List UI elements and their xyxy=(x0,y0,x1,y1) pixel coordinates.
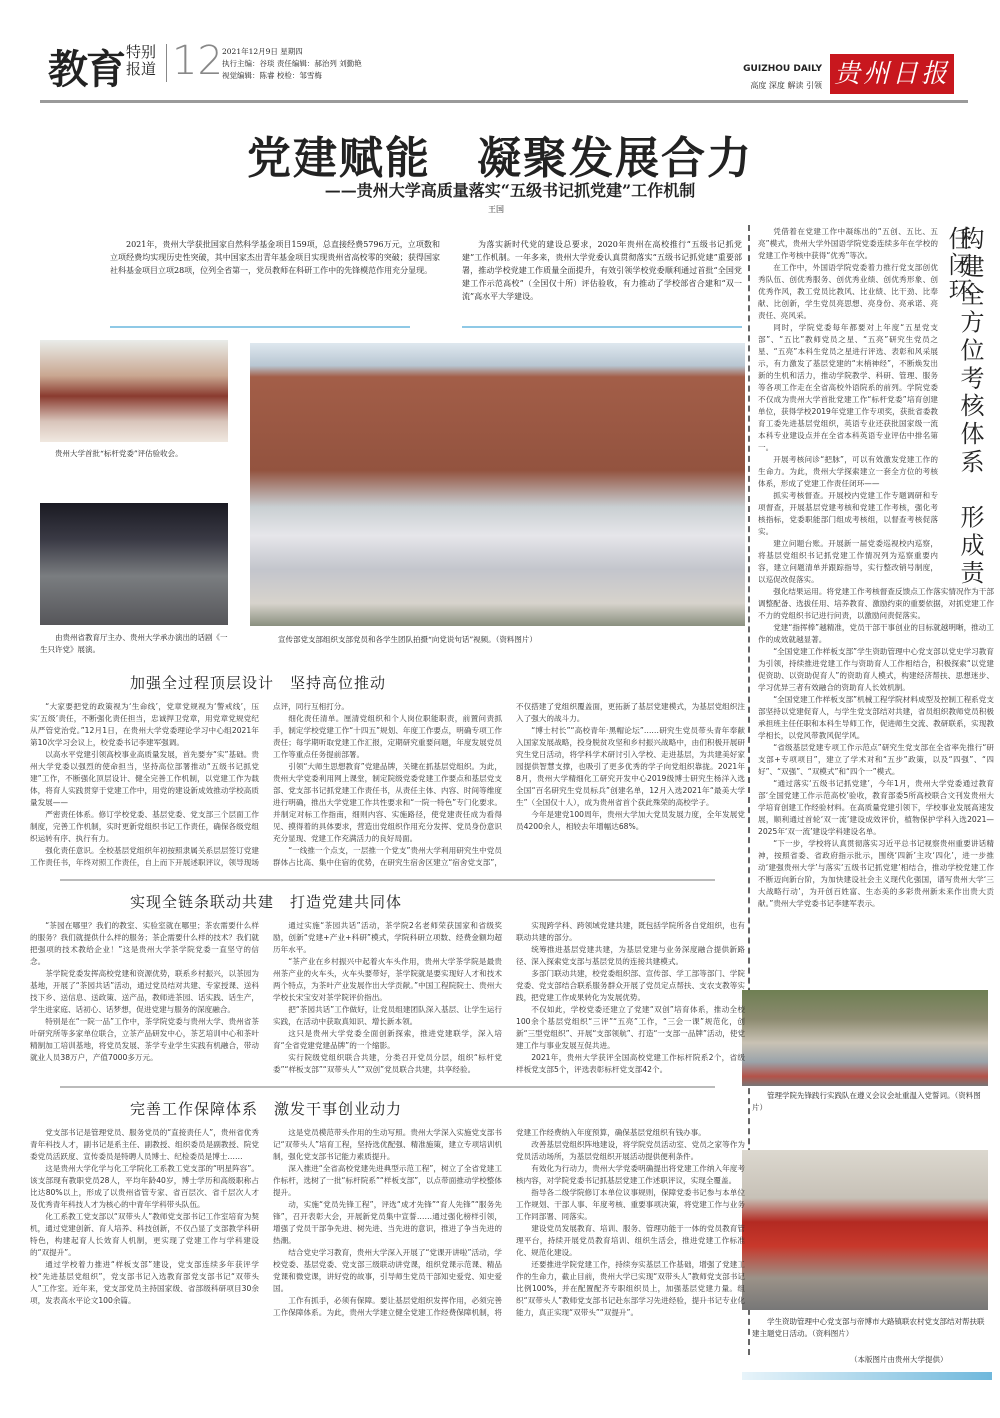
paragraph: “全国党建工作样板支部”机械工程学院材料成型及控制工程系党支部坚持以党建促育人，与学生党支部结对共建，省员组织教师党员积极承担班主任任职和本科生导师工作，促进师生交流、教研联系，实现教学相长，以党风带教风促学风。 xyxy=(758,695,994,740)
special-report-label: 特别报道 xyxy=(126,43,157,78)
paragraph: 引领“大师生思想教育”党建品牌，关键在抓基层党组织。为此，贵州大学党委利用网上课堂，制定院级党委党建工作要点和基层党支部、党支部书记抓党建工作责任书，从责任主体、内容、时间等维度进行明确，推出大学党建工作共性要求和“一院一特色”专门化要求。并制定对标工作指南，细则内容、实施路径，使党建责任成为看得见、摸得着的具体要求，营造出党组织作用充分发挥、党员身份意识充分显现、党建工作充满活力的良好局面。 xyxy=(273,762,502,843)
page-number: 12 xyxy=(172,38,223,84)
paragraph: “一线推一个点支，一层推一个党支”贵州大学利用研究生中党员群体占比高、集中住宿的优势，在研究生宿舍区建立“宿舍党支部”，不仅搭建了党组织覆盖面，更拓新了基层党建模式，为基层党组织注入了强大的战斗力。 xyxy=(273,702,745,867)
section-1-rule xyxy=(60,879,715,881)
photo-credit: （本版图片由贵州大学提供） xyxy=(850,1355,948,1364)
paragraph: 建立问题台账。开展新一届党委巡视校内巡察，将基层党组织书记抓党建工作情况列为巡察重要内容，建立问题清单并跟踪指导，实行整改销号制度，以巡促改促落实。 xyxy=(758,539,938,584)
paragraph: 多部门联动共建，校党委组织部、宣传部、学工部等部门、学院党委、党支部结合联系服务群众开展了党员定点帮扶、支农支教等实践，把党建工作成果转化为发展优势。 xyxy=(516,969,745,1002)
paragraph: “通过落实‘五级书记抓党建’，今年1月，贵州大学党委通过教育部‘全国党建工作示范高校’验收，教育部委5所高校联合文刊发贵州大学培育创建工作经验材料。在高质量党建引领下，学校事业发展高速发展，顺利通过首轮‘双一流’建设成效评价，植物保护学科入选2021—2025年‘双一流’建设学科建设名单。 xyxy=(758,779,994,836)
section-1-text xyxy=(30,701,745,869)
paragraph: 指导各二级学院修订本单位议事规则，保障党委书记参与本单位工作规划、干部人事、年度考核、重要事项决策，将党建工作与业务工作同部署、同落实。 xyxy=(516,1188,745,1221)
subheadline: ——贵州大学高质量落实“五级书记抓党建”工作机制 xyxy=(324,181,696,200)
author: 王国 xyxy=(488,205,504,214)
paragraph: 党建“指挥棒”越精准，党员干部干事创业的目标就越明晰，推动工作的成效就越显著。 xyxy=(758,623,994,644)
paragraph: 深入推进“全省高校党建先进典型示范工程”，树立了全省党建工作标杆，选树了一批“标杆院系”“样板支部”，以点带面推动学校整体提升。 xyxy=(273,1164,502,1197)
section-2-text xyxy=(30,920,745,1076)
paragraph: “省级基层党建专项工作示范点”研究生党支部在全省率先推行“研支部+专项项目”，建立了学术对和“五步”政策，以及“四强”、“四好”、“双强”、“双模式”和“四个一”模式。 xyxy=(758,743,994,776)
paragraph: 这只是贵州大学党委全面创新探索，推进党建联学，深入培育“全省党建党建品牌”的一个缩影。 xyxy=(273,1029,502,1050)
paragraph: 这是贵州大学化学与化工学院化工系教工党支部的“明星阵容”。该支部现有教职党员28人，平均年龄40岁，博士学历和高级职称占比达80%以上，形成了以贵州省管专家、省百层次、省千层次人才及优秀青年科技人才为核心的中青年学科带头队伍。 xyxy=(30,1164,259,1209)
paragraph: 抓实考核督查。开展校内党建工作专题调研和专项督查，开展基层党建考核和党建工作考核，强化考核指标，党委职能部门组成考核组，以督查考核促落实。 xyxy=(758,491,938,536)
section-heading-1: 加强全过程顶层设计 坚持高位推动 xyxy=(130,674,387,692)
paragraph: 实行院级党组织联合共建，分类召开党员分层，组织“标杆党委”“样板支部”“双带头人”“双创”党员联合共建，共享经验。 xyxy=(273,1053,502,1074)
section-heading-2: 实现全链条联动共建 打造党建共同体 xyxy=(130,893,403,911)
paragraph: 今年是建党100周年，贵州大学加大党员发展力度，全年发展党员4200余人，相较去年增幅达68%。 xyxy=(516,810,745,831)
vertical-subheading-box xyxy=(938,226,994,586)
paragraph: 党支部书记是管理党员、服务党员的“直接责任人”，贵州省优秀青年科技人才，副书记是系主任、副教授、组织委员是副教授、院党委党员活跃度、宣传委员是特聘人员博士、纪检委员是博士…… xyxy=(30,1128,259,1161)
paper-name-en: GUIZHOU DAILY xyxy=(743,64,822,74)
paragraph: 细化责任清单。厘清党组织和个人岗位职能职责，前置问责抓手，制定学校党建工作“十四五”规划、年度工作要点，明确专项工作责任；每学期听取党建工作汇报，定期研究重要问题，年度发展党员工作等重点任务提前部署。 xyxy=(273,714,502,759)
photo-caption-5: 学生资助管理中心党支部与帝博市大路镇联农村党支部结对帮扶联建主题党日活动。（资料图片） xyxy=(752,1317,985,1338)
drama-photo xyxy=(40,503,228,625)
paragraph: 强化责任意识。全校基层党组织年初按照隶属关系层层签订党建工作责任书，年终对照工作责任，自上而下开展述职评议，领导现场点评，同行互相打分。 xyxy=(30,702,349,867)
masthead-divider xyxy=(166,44,167,82)
paragraph: 通过学校着力推进“样板支部”建设，党支部连续多年获评学校“先进基层党组织”，党支部书记入选教育部党支部书记“双带头人”工作室。近年来，党支部党员主持国家级、省部级科研项目30余项，发表高水平论文100余篇。 xyxy=(30,1260,259,1305)
paragraph: 工作有抓手，必须有保障。要让基层党组织发挥作用，必须完善工作保障体系。为此，贵州大学建立健全党建工作经费保障机制，将党建工作经费纳入年度预算，确保基层党组织有钱办事。 xyxy=(273,1128,706,1317)
photo-caption-3: 宣传部党支部组织支部党员和各学生团队拍摄“向党说句话”视频。（资料图片） xyxy=(278,635,537,644)
photo-caption-2: 由贵州省教育厅主办、贵州大学承办演出的话剧《一生只许党》展演。 xyxy=(40,633,228,654)
paragraph: 有效化为行动力，贵州大学党委明确提出将党建工作纳入年度考核内容，对学院党委书记抓基层党建工作述职评议，实现全覆盖。 xyxy=(516,1164,745,1185)
paragraph: 在工作中，外国语学院党委着力推行党支部创优秀队伍、创优秀服务、创优秀业绩、创优秀形象、创优秀作风，教工党员比教风、比业绩、比干劲、比奉献、比创新，学生党员亮思想、亮身份、亮承诺、亮责任、亮风采。 xyxy=(758,263,938,320)
header-rule xyxy=(40,100,968,103)
photo-caption-1: 贵州大学首批“标杆党委”评估验收会。 xyxy=(55,449,183,458)
headline: 党建赋能 凝聚发展合力 xyxy=(247,133,753,184)
section-heading-3: 完善工作保障体系 激发干事创业动力 xyxy=(130,1100,403,1118)
paper-slogan: 高度 深度 解读 引领 xyxy=(750,81,822,90)
paragraph: 还要推进学院党建工作，持续夯实基层工作基础，增强了党建工作的生命力，截止目前，贵州大学已实现“双带头人”教师党支部书记比例100%，并在配置配齐专职组织员上，加强基层党建力量。组织“双带头人”教师党支部书记赴东部学习先进经验，提升书记专业化能力，真正实现“双带头”“双提升”。 xyxy=(516,1260,745,1317)
visual-editors: 视觉编辑：陈睿 校检：邹雪梅 xyxy=(222,71,322,80)
intro-paragraph-1: 2021年，贵州大学获批国家自然科学基金项目159项，总直接经费5796万元，立项数和立项经费均实现历史性突破，其中国家杰出青年基金项目实现贵州省高校零的突破；获得国家社科基金项目立项28项，位列全省第一，党员教师在科研工作中的先锋模范作用充分显现。 xyxy=(110,240,440,275)
intro-paragraph-2: 为落实新时代党的建设总要求，2020年贵州在高校推行“五级书记抓党建”工作机制。一年多来，贵州大学党委认真贯彻落实“五级书记抓党建”重要部署，推动学校党建工作质量全面提升，有效引领学校党委顺利通过首批“全国党建工作示范高校”（全国仅十所）评估验收，有力推动了学校部省合建和“双一流”高水平大学建设。 xyxy=(462,240,742,301)
paragraph: 2021年，贵州大学获评全国高校党建工作标杆院系2个，省级样板党支部5个，评选表彰标杆党支部42个。 xyxy=(516,1053,745,1074)
paragraph: “大家要把党的政策视为‘生命线’，党章党规视为‘警戒线’，压实‘五级’责任，不断强化责任担当，忠诚捍卫党章，用党章党规党纪从严管党治党。”12月1日，在贵州大学党委理论学习中心组2021年第10次学习会议上，校党委书记李建军强调。 xyxy=(30,702,259,747)
paragraph: “茶产业在乡村振兴中起着火车头作用，贵州大学茶学院是最贵州茶产业的火车头，火车头要带好，茶学院就是要实现好人才和技术两个特点，为茶叶产业发展作出大学贡献。”中国工程院院士、贵州大学校长宋宝安对茶学院评价指出。 xyxy=(273,957,502,1002)
bottom-blue-bar xyxy=(742,1372,992,1380)
section-2-rule xyxy=(60,1086,715,1088)
section-3-text xyxy=(30,1127,745,1319)
paragraph: 通过实施“茶园共话”活动，茶学院2名老师荣获国家和省级奖励，创新“党建+产业+科研”模式，学院科研立项数、经费金额均超历年水平。 xyxy=(273,921,502,954)
section-name: 教育 xyxy=(48,47,124,93)
guizhou-daily-logo: 贵州日报 xyxy=(830,54,954,94)
intro-rule-left xyxy=(110,326,410,328)
paragraph: 凭借着在党建工作中凝练出的“五创、五比、五亮”模式，贵州大学外国语学院党委连续多年在学校的党建工作考核中获得“优秀”等次。 xyxy=(758,227,938,260)
activity-photo xyxy=(742,1150,988,1310)
paragraph: 这是党员模范带头作用的生动写照。贵州大学深入实施党支部书记“双带头人”培育工程，坚持选优配强、精准施策，建立专项培训机制，强化党支部书记能力素质提升。 xyxy=(273,1128,502,1161)
paragraph: 开展考核问诊“把脉”，可以有效激发党建工作的生命力。为此，贵州大学探索建立一套全方位的考核体系，形成了党建工作责任闭环—— xyxy=(758,455,938,488)
editors: 执行主编：谷琰 责任编辑：郝治列 刘勤艳 xyxy=(222,59,362,68)
paragraph: 把“茶园共话”工作做好，让党员组建团队深入基层、让学生运行实践，在活动中获取真知识、增长新本领。 xyxy=(273,1005,502,1026)
photo-caption-4: 管理学院先锋践行实践队在遵义会议会址重温入党誓词。（资料图片） xyxy=(752,1091,981,1112)
paragraph: 特别是在“一院一品”工作中，茶学院党委与贵州大学、贵州省茶叶研究所等多家单位联合，立茶产品研发中心，茶艺培训中心和茶叶精制加工培训基地，将党员发展、茶学专业学生实践有机融合，带动就业人员38万户，产值7000多万元。 xyxy=(30,1017,259,1062)
paragraph: “下一步，学校将认真贯彻落实习近平总书记视察贵州重要讲话精神，按照省委、省政府指示批示，围绕‘四新’主攻‘四化’，进一步推动‘建强贵州大学’与落实‘五级书记抓党建’相结合，推动学校党建工作不断迈向新台阶，为加快建设社会主义现代化强国，谱写贵州大学‘三大战略行动’，为开创百姓富、生态美的多彩贵州新未来作出贵大贡献。”贵州大学党委书记李建军表示。 xyxy=(758,839,994,908)
paragraph: “茶园在哪里？我们的教室、实验室就在哪里；茶农需要什么样的服务？我们就提供什么样的服务；茶企需要什么样的技术？我们就把强项的技术教给企业！”这是贵州大学茶学院党委一直坚守的信念。 xyxy=(30,921,259,966)
paragraph: 茶学院党委发挥高校党建和资源优势，联系乡村振兴，以茶园为基地，开展了“茶园共话”活动，通过党员结对共建、专家授课、送科技下乡、送信息、送政策、送产品，教师进茶园、话实践、话生产，学生进家庭、话初心、话梦想，促进党建与服务的深度融合。 xyxy=(30,969,259,1014)
meeting-photo xyxy=(40,340,228,442)
main-sections xyxy=(30,672,745,1319)
group-photo xyxy=(250,343,745,626)
oath-photo xyxy=(742,990,988,1086)
paragraph: 动，实施“党员先锋工程”，评选“成才先锋”“育人先锋”“服务先锋”，召开表彰大会，开展新党员集中宣誓……通过强化榜样引领，增强了党员干部争先进、树先进、当先进的意识，推进了争当先进的热潮。 xyxy=(273,1200,502,1245)
paragraph: 改善基层党组织阵地建设，将学院党员活动室、党员之家等作为党员活动场所，为基层党组织开展活动提供便利条件。 xyxy=(516,1140,745,1161)
paragraph: 不仅如此，学校党委还建立了党建“双创”培育体系，推动全校100余个基层党组织“三评”“五亮”工作，“三会一课”规范化，创新“三型党组织”、开展“支部领航”、打造“一支部一品牌”活动，使党建工作与事业发展互促共进。 xyxy=(516,1005,745,1050)
paragraph: “全国党建工作样板支部”学生资助管理中心党支部以党史学习教育为引领，持续推进党建工作与资助育人工作相结合，积极探索“以党建促资助、以资助促育人”的资助育人模式，构建经济帮扶、思想迷步、学习优异三者有效融合的资助育人长效机制。 xyxy=(758,647,994,692)
paragraph: 以高水平党建引领高校事业高质量发展，首先要夯“实”基础。贵州大学党委以强烈的使命担当，坚持高位部署推动“五级书记抓党建”工作，不断强化顶层设计、健全完善工作机制，以党建工作为载体，将育人实践贯穿于党建工作中，用党的建设新成效推动学校高质量发展—— xyxy=(30,750,259,807)
paragraph: 建设党员发展教育、培训、服务、管理功能于一体的党员教育管理平台，持续开展党员教育培训、组织生活会，推进党建工作标准化、规范化建设。 xyxy=(516,1224,745,1257)
paragraph: 实现跨学科、跨领域党建共建，既包括学院所各自党组织，也有联动共建的部分。 xyxy=(516,921,745,942)
paragraph: 强化结果运用。将党建工作考核督查反馈点工作落实情况作为干部调整配备、选拔任用、培养教育、激励约束的重要依据，对抓党建工作不力的党组织书记进行问责，以激励问责促落实。 xyxy=(758,587,994,620)
paragraph: 统筹推进基层党建共建，为基层党建与业务深度融合提供新路径、深入探索党支部与基层党员的连接共建模式。 xyxy=(516,945,745,966)
masthead-info xyxy=(222,46,362,82)
intro-rule-right xyxy=(462,326,742,328)
vertical-subheading: 构建全方位考核体系 形成责任闭环 xyxy=(944,226,984,586)
right-column-text xyxy=(758,226,994,910)
paragraph: 严密责任体系。修订学校党委、基层党委、党支部三个层面工作制度，完善工作机制，实时更新党组织书记工作责任，确保各级党组织运转有序、执行有力。 xyxy=(30,810,259,843)
paragraph: 同时，学院党委每年都要对上年度“五星党支部”、“五比”教师党员之星、“五亮”研究生党员之星、“五亮”本科生党员之星进行评选、表彰和风采展示，有力激发了基层党建的“末梢神经”，不断焕发出新的生机和活力，推动学院教学、科研、管理、服务等各项工作走在全省高校外语院系的前列。学院党委不仅成为贵州大学首批党建工作“标杆党委”培育创建单位，获得学校2019年党建工作专项奖，获批省委教育工委先进基层党组织，英语专业还获批国家级一流本科专业建设点并在全省本科英语专业评估中排名第一。 xyxy=(758,323,938,452)
issue-date: 2021年12月9日 星期四 xyxy=(222,47,303,56)
paragraph: “博士村长”“高校青年·黑帽论坛”……研究生党员带头青年奉献入国家发展战略，投身脱贫攻坚和乡村振兴战略中，由们积极开展研究生党日活动，将学科学术研讨引入学校、走进基层，为共建美好家园提供智慧支撑，也吸引了更多优秀的学子向党组织靠拢。2021年8月，贵州大学精细化工研究开发中心2019级博士研究生杨洋入选全国“百名研究生党员标兵”创建名单，12月入选2021年“最美大学生”（全国仅十人），成为贵州省首个获此殊荣的高校学子。 xyxy=(516,726,745,807)
paragraph: 结合党史学习教育，贵州大学深入开展了“党课开讲啦”活动，学校党委、基层党委、党支部三级联动讲党课，组织党课示范课、精品党课和微党课，讲好党的故事，引导师生党员干部知史爱党、知史爱国。 xyxy=(273,1248,502,1293)
paragraph: 化工系教工党支部以“双带头人”教师党支部书记工作室培育为契机，通过党建创新、育人培养、科技创新，不仅凸显了支部教学科研特色，构建起育人长效育人机制，更实现了党建工作与学科建设的“双提升”。 xyxy=(30,1212,259,1257)
